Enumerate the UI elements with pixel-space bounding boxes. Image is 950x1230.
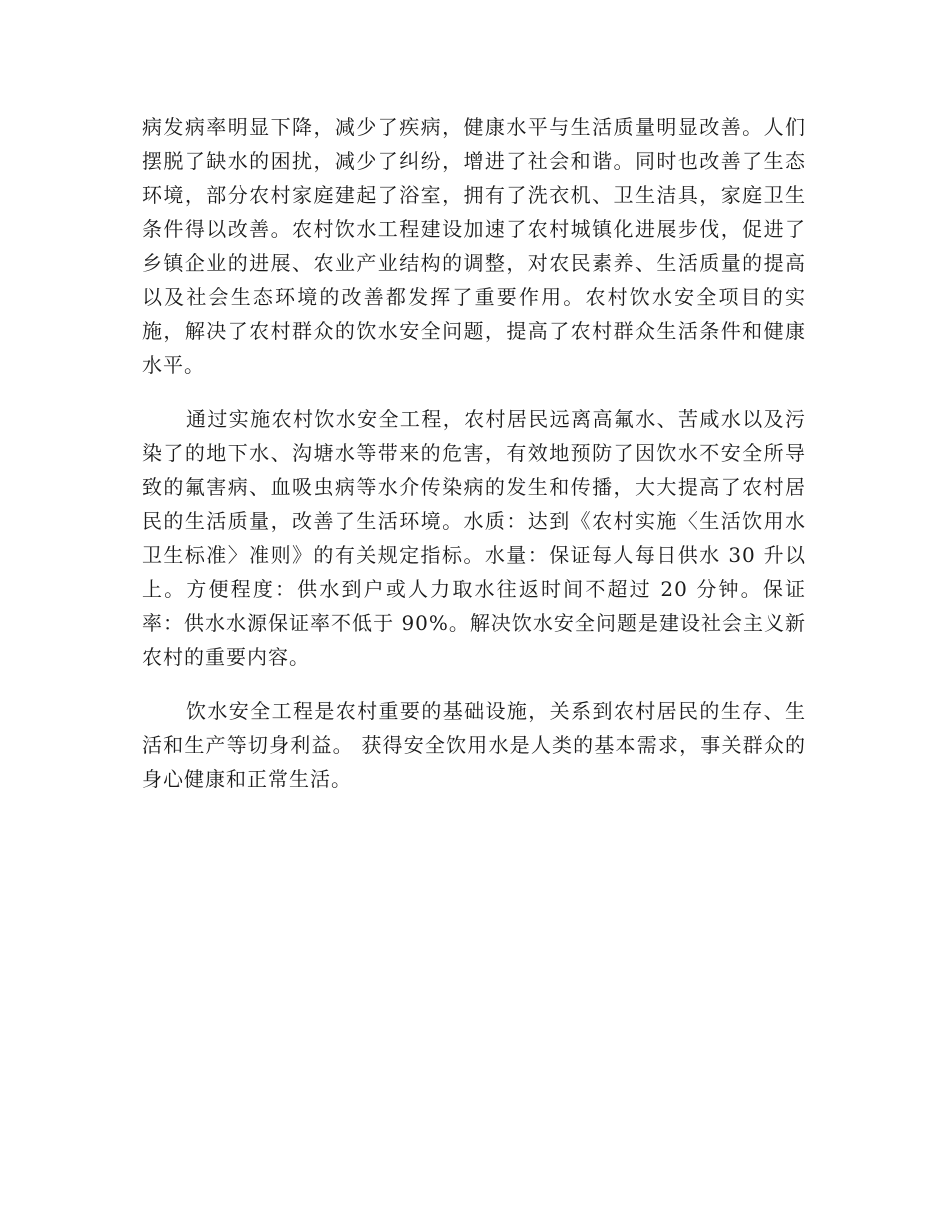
paragraph-1: 病发病率明显下降，减少了疾病，健康水平与生活质量明显改善。人们摆脱了缺水的困扰，减少了纠纷，增进了社会和谐。同时也改善了生态环境，部分农村家庭建起了浴室，拥有了洗衣机、卫生洁具，家庭卫生条件得以改善。农村饮水工程建设加速了农村城镇化进展步伐，促进了乡镇企业的进展、农业产业结构的调整，对农民素养、生活质量的提高以及社会生态环境的改善都发挥了重要作用。农村饮水安全项目的实施，解决了农村群众的饮水安全问题，提高了农村群众生活条件和健康水平。 xyxy=(142,115,806,377)
paragraph-2: 通过实施农村饮水安全工程，农村居民远离高氟水、苦咸水以及污染了的地下水、沟塘水等带来的危害，有效地预防了因饮水不安全所导致的氟害病、血吸虫病等水介传染病的发生和传播，大大提高了农村居民的生活质量，改善了生活环境。水质：达到《农村实施〈生活饮用水卫生标准〉准则》的有关规定指标。水量：保证每人每日供水 30 升以上。方便程度：供水到户或人力取水往返时间不超过 20 分钟。保证率：供水水源保证率不低于 90%。解决饮水安全问题是建设社会主义新农村的重要内容。 xyxy=(142,407,806,669)
document-body xyxy=(142,110,806,796)
paragraph-3: 饮水安全工程是农村重要的基础设施，关系到农村居民的生存、生活和生产等切身利益。 获得安全饮用水是人类的基本需求，事关群众的身心健康和正常生活。 xyxy=(142,699,806,791)
